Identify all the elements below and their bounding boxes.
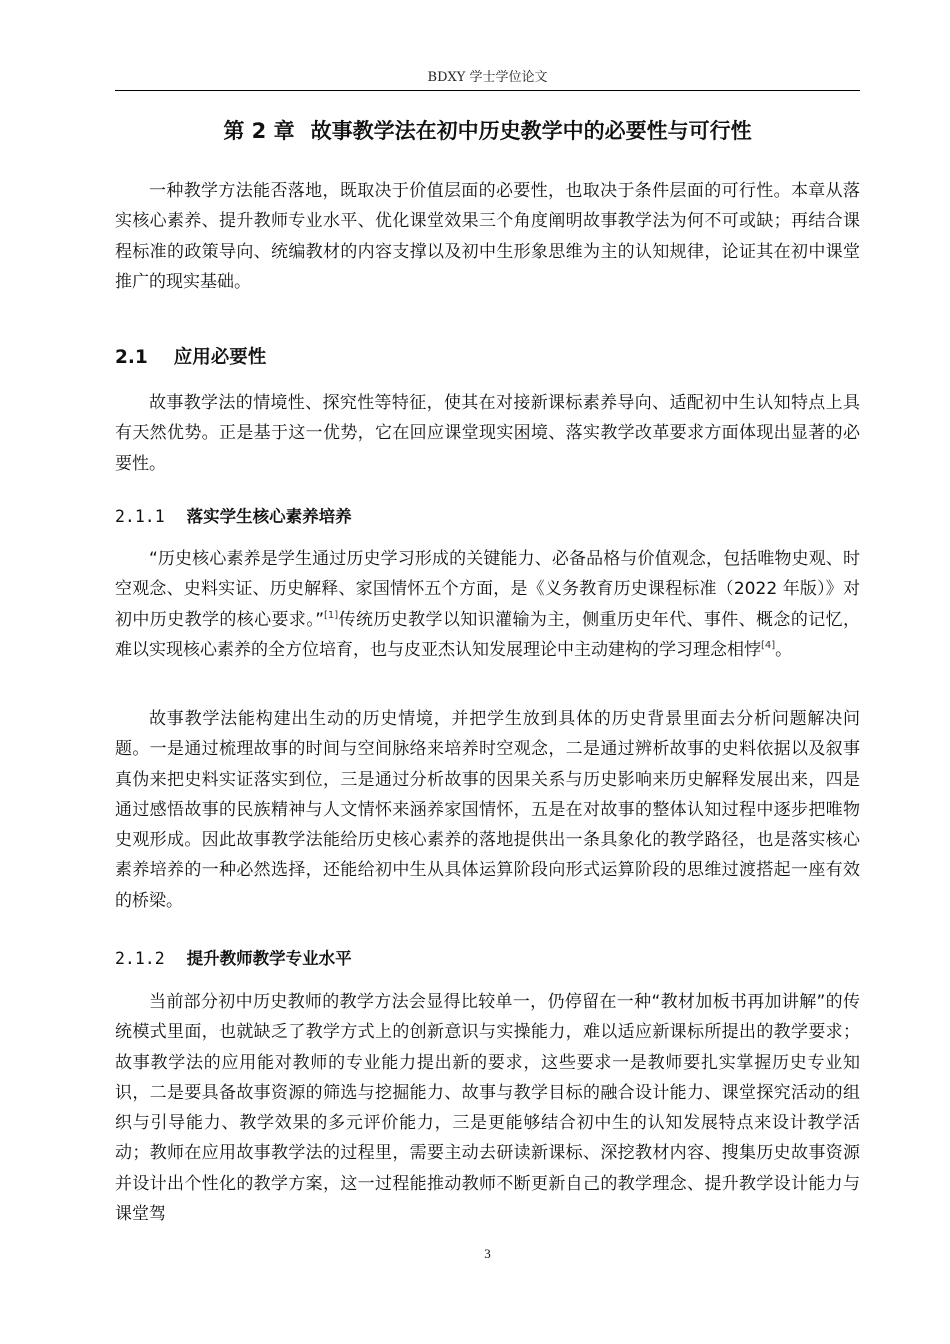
chapter-number: 第 2 章 — [223, 119, 295, 143]
subsection-title: 提升教师教学专业水平 — [186, 949, 352, 968]
section-2-1-2-paragraph: 当前部分初中历史教师的教学方法会显得比较单一，仍停留在一种“教材加板书再加讲解”的传统模式里面，也就缺乏了教学方式上的创新意识与实操能力，难以适应新课标所提出的教学要求；故事教学法的应用能对教师的专业能力提出新的要求，这些要求一是教师要扎实掌握历史专业知识，二是要具备故事资源的筛选与挖掘能力、故事与教学目标的融合设计能力、课堂探究活动的组织与引导能力、教学效果的多元评价能力，三是更能够结合初中生的认知发展特点来设计教学活动；教师在应用故事教学法的过程里，需要主动去研读新课标、深挖教材内容、搜集历史故事资源并设计出个性化的教学方案，这一过程能推动教师不断更新自己的教学理念、提升教学设计能力与课堂驾 — [115, 992, 860, 1225]
section-2-1-1-paragraph-1 — [115, 544, 860, 665]
quote-text: “历史核心素养是学生通过历史学习形成的关键能力、必备品格与价值观念，包括唯物史观、时空观念、史料实证、历史解释、家国情怀五个方面，是《义务教育历史课程标准（2022 年版）》对初中历史教学的核心要求。” — [115, 549, 860, 630]
section-2-1-1-paragraph-2: 故事教学法能构建出生动的历史情境，并把学生放到具体的历史背景里面去分析问题解决问题。一是通过梳理故事的时间与空间脉络来培养时空观念，二是通过辨析故事的史料依据以及叙事真伪来把史料实证落实到位，三是通过分析故事的因果关系与历史影响来历史解释发展出来，四是通过感悟故事的民族精神与人文情怀来涵养家国情怀，五是在对故事的整体认知过程中逐步把唯物史观形成。因此故事教学法能给历史核心素养的落地提供出一条具象化的教学路径，也是落实核心素养培养的一种必然选择，还能给初中生从具体运算阶段向形式运算阶段的思维过渡搭起一座有效的桥梁。 — [115, 709, 860, 911]
header-rule — [115, 90, 860, 91]
citation-1: [1] — [324, 609, 339, 621]
section-2-1-paragraph: 故事教学法的情境性、探究性等特征，使其在对接新课标素养导向、适配初中生认知特点上具有天然优势。正是基于这一优势，它在回应课堂现实困境、落实教学改革要求方面体现出显著的必要性。 — [115, 393, 860, 474]
sentence-end: 。 — [775, 639, 793, 660]
subsection-number: 2.1.2 — [115, 949, 165, 968]
body-text: 传统历史教学以知识灌输为主，侧重历史年代、事件、概念的记忆，难以实现核心素养的全方位培育，也与皮亚杰认知发展理论中主动建构的学习理念相悖 — [115, 609, 860, 660]
chapter-intro-paragraph: 一种教学方法能否落地，既取决于价值层面的必要性，也取决于条件层面的可行性。本章从落实核心素养、提升教师专业水平、优化课堂效果三个角度阐明故事教学法为何不可或缺；再结合课程标准的政策导向、统编教材的内容支撑以及初中生形象思维为主的认知规律，论证其在初中课堂推广的现实基础。 — [115, 181, 860, 292]
citation-4: [4] — [761, 639, 776, 651]
subsection-title: 落实学生核心素养培养 — [186, 507, 352, 526]
chapter-title-text: 故事教学法在初中历史教学中的必要性与可行性 — [310, 119, 752, 143]
section-heading-2-1 — [115, 344, 266, 372]
subsection-number: 2.1.1 — [115, 507, 165, 526]
subsection-heading-2-1-2 — [115, 945, 352, 973]
subsection-heading-2-1-1 — [115, 503, 352, 531]
chapter-title — [115, 116, 860, 146]
section-title: 应用必要性 — [173, 347, 267, 368]
running-header: BDXY 学士学位论文 — [427, 70, 548, 85]
page-number: 3 — [484, 1246, 491, 1261]
section-number: 2.1 — [115, 347, 148, 368]
